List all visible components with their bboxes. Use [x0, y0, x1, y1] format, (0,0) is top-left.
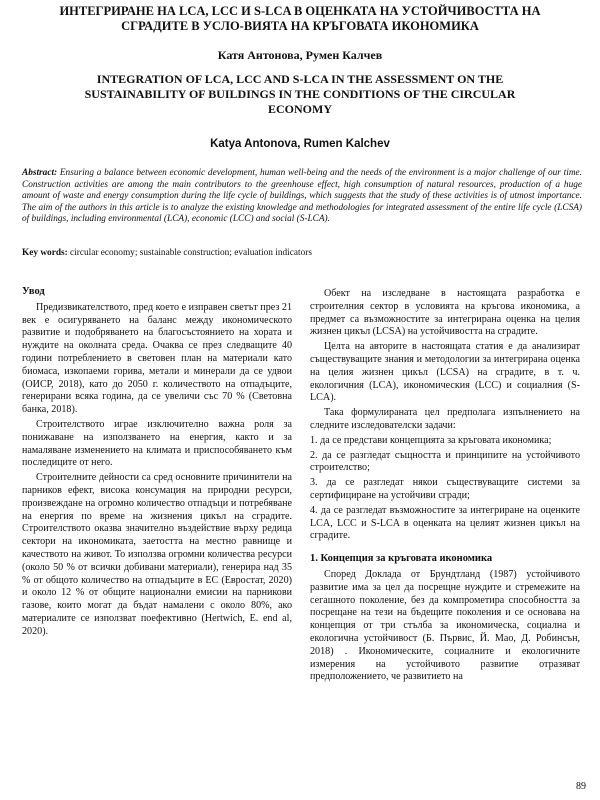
- list-item: 4. да се разгледат възможностите за интегриране на оценките LCA, LCC и S-LCA в оценката на целият жизнен цикъл на сградите.: [310, 504, 580, 542]
- page-number: 89: [576, 781, 586, 792]
- abstract: [22, 168, 582, 226]
- left-column: [22, 286, 292, 641]
- paragraph: Строителните дейности са сред основните причинители на парников ефект, висока консумация на природни ресурси, произвеждане на огромно количество отпадъци и потребяване на енергия по време на жизнения цикъл на сградите. Строителството оказва значително въздействие върху редица сектори на икономиката, заетостта на местно равнище и качеството на живот. То използва огромни количества ресурси (около 50 % от всички добивани материали), генерира над 35 % от общото количество на отпадъците в ЕС (Евростат, 2020) и около 12 % от общите национални емисии на парникови газове, които могат да бъдат намалени с около 80%, ако материалите се използват поефективно (Hertwich, E. end al, 2020).: [22, 472, 292, 637]
- keywords-text: circular economy; sustainable construction; evaluation indicators: [67, 248, 312, 258]
- keywords-label: Key words:: [22, 248, 68, 258]
- authors-english: Katya Antonova, Rumen Kalchev: [210, 138, 390, 150]
- list-item: 1. да се представи концепцията за кръговата икономика;: [310, 434, 552, 446]
- list-item: 3. да се разгледат някои съществуващите системи за сертифициране на устойчиви сгради;: [310, 477, 580, 501]
- list-item: 2. да се разгледат същността и принципите на устойчивото строителство;: [310, 449, 580, 474]
- paragraph: Така формулираната цел предполага изпълнението на следните изследователски задачи:: [310, 407, 580, 431]
- abstract-label: Abstract:: [22, 168, 58, 178]
- title-bulgarian: ИНТЕГРИРАНЕ НА LCA, LCC И S-LCA В ОЦЕНКАТА НА УСТОЙЧИВОСТТА НА СГРАДИТЕ В УСЛО-ВИЯТА НА КРЪГОВАТА ИКОНОМИКА: [59, 4, 541, 33]
- paragraph: Според Доклада от Брундтланд (1987) устойчивото развитие има за цел да посрещне нуждите и стремежите на сегашното поколение, без да компрометира способността за посрещане на тези на бъдещите поколения и се основава на концепция от три стълба за икономическа, социална и екологична устойчивост (Б. Първис, Й. Мао, Д. Робинсън, 2018) . Икономическите, социалните и екологичните измерения на устойчивото развитие отразяват предположението, че развитието на: [310, 568, 580, 683]
- authors-bulgarian: Катя Антонова, Румен Калчев: [217, 48, 383, 62]
- section-heading-circular-economy: 1. Концепция за кръговата икономика: [310, 553, 493, 565]
- paragraph: Обект на изследване в настоящата разработка е строителния сектор в условията на кръгова икономика, а предмет са възможностите за интегрирана оценка на целия жизнен цикъл (LCSA) на устойчивостта на сградите.: [310, 288, 580, 338]
- right-column: [310, 288, 580, 686]
- keywords: [22, 248, 582, 260]
- paragraph: Строителството играе изключително важна роля за понижаване на използването на енергия, както и за намаляване изменението на климата и приспособяването към последиците от него.: [22, 418, 292, 469]
- paragraph: Предизвикателството, пред което е изправен светът през 21 век е осигуряването на баланс между икономическото развитие и подобряването на благосъстоянието на хората и нуждите на околната среда. Очаква се през следващите 40 години потреблението в световен план на материали като биомаса, изкопаеми горива, метали и минерали да се удвои (ОИСР, 2018), като до 2050 г. количеството на отпадъците, генерирани всяка година, да се увеличи със 70 % (Световна банка, 2018).: [22, 301, 292, 416]
- paragraph: Целта на авторите в настоящата статия е да анализират съществуващите знания и методологии за интегрирана оценка на целия жизнен цикъл (LCSA) на сградите, в т. ч. екологичния (LCA), икономическия (LCC) и социалния (S-LCA).: [310, 341, 580, 404]
- abstract-text: Ensuring a balance between economic development, human well-being and the needs of the environment is a major challenge of our time. Construction activities are among the main contributors to the greenhouse effect, high consumption of natural resources, production of a huge amount of waste and energy consumption during the life cycle of buildings, which suggests that the study of these activities is of utmost importance. The aim of the authors in this article is to analyze the existing knowledge and methodologies for integrated assessment of the entire life cycle (LCSA) of buildings, including environmental (LCA), economic (LCC) and social (S-LCA).: [22, 168, 582, 224]
- section-heading-introduction: Увод: [22, 286, 45, 297]
- title-english: INTEGRATION OF LCA, LCC AND S-LCA IN THE ASSESSMENT ON THE SUSTAINABILITY OF BUILDINGS IN THE CONDITIONS OF THE CIRCULAR ECONOMY: [84, 72, 516, 116]
